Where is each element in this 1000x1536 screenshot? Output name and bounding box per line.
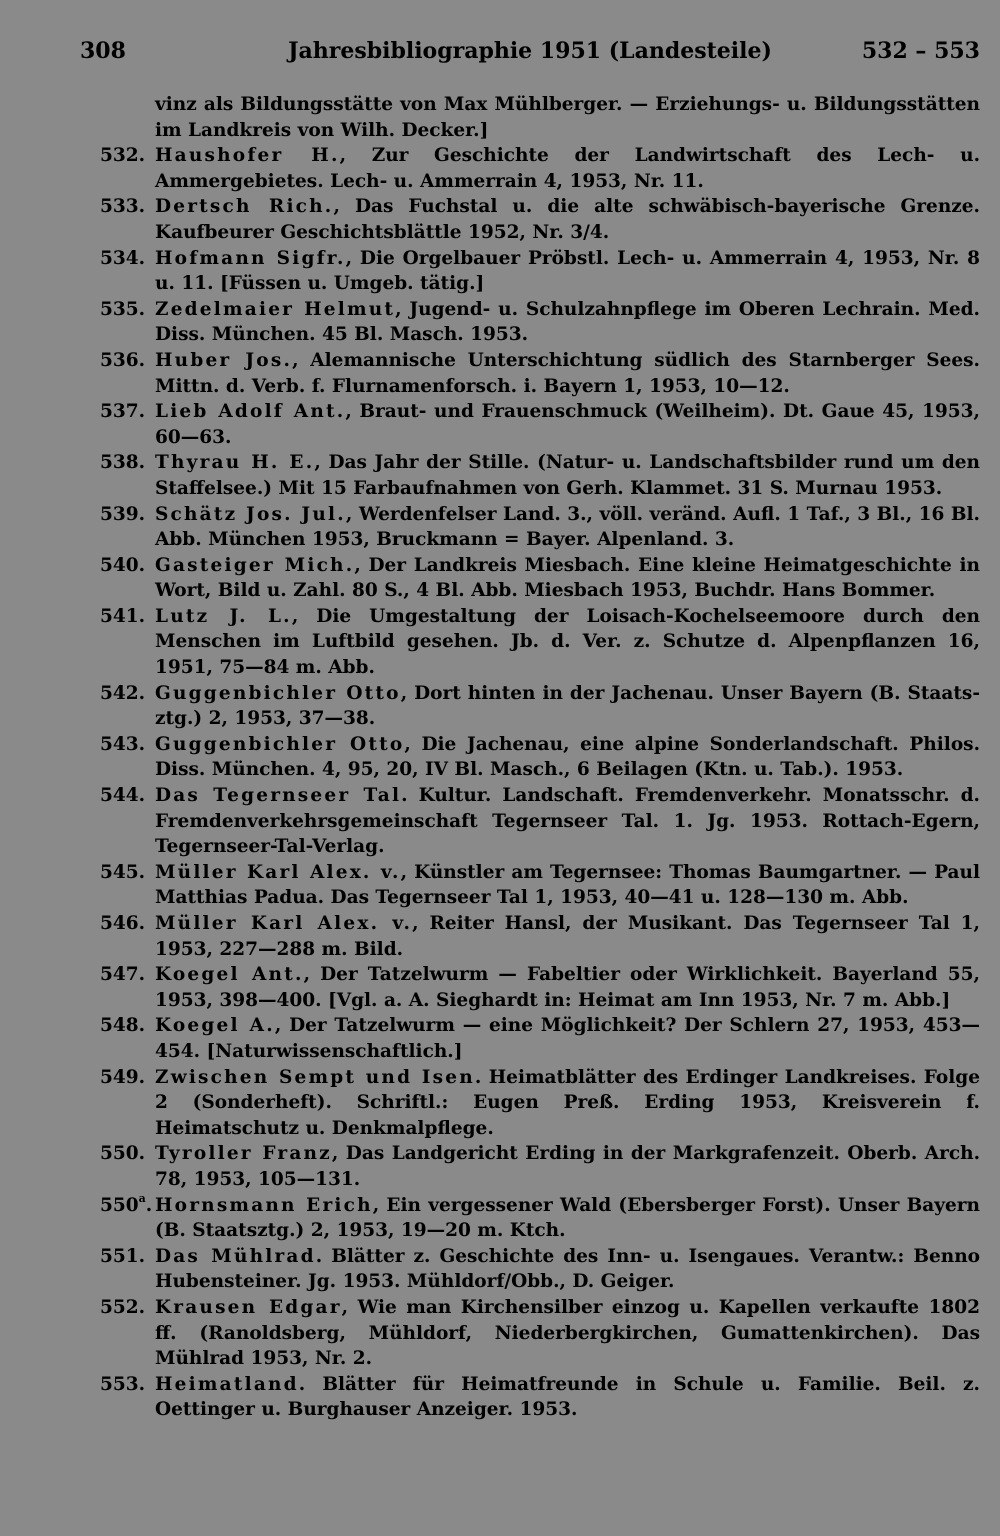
entry-number: 540. <box>100 554 146 576</box>
bibliography-entry <box>100 860 980 911</box>
entry-text: , Die Jachenau, eine alpine Sonderlandschaft. Philos. Diss. München. 4, 95, 20, IV Bl. Masch., 6 Beilagen (Ktn. u. Tab.). 1953. <box>155 733 981 781</box>
entry-number: 550. <box>100 1143 146 1165</box>
entry-author: Das Tegernseer Tal <box>155 785 402 807</box>
entry-number: 534. <box>100 247 146 269</box>
bibliography-entry <box>100 1141 980 1192</box>
entry-author: Hornsmann Erich <box>155 1194 373 1216</box>
entry-author: Das Mühlrad <box>155 1245 316 1267</box>
entry-number: 552. <box>100 1296 146 1318</box>
entry-text: , Das Landgericht Erding in der Markgrafenzeit. Oberb. Arch. 78, 1953, 105—131. <box>155 1143 981 1190</box>
bibliography-entry <box>100 1193 980 1244</box>
page-header <box>80 38 980 70</box>
entry-text: , Reiter Hansl, der Musikant. Das Tegernseer Tal 1, 1953, 227—288 m. Bild. <box>155 913 980 960</box>
entry-text: , Der Landkreis Miesbach. Eine kleine Heimatgeschichte in Wort, Bild u. Zahl. 80 S., 4 Bl. Abb. Miesbach 1953, Buchdr. Hans Bommer. <box>155 554 980 602</box>
entry-author: Müller Karl Alex. v. <box>155 913 413 934</box>
entry-text: , Das Jahr der Stille. (Natur- u. Landschaftsbilder rund um den Staffelsee.) Mit 15 Farbaufnahmen von Gerh. Klammet. 31 S. Murnau 1953. <box>155 452 980 499</box>
entry-text: , Ein vergessener Wald (Ebersberger Forst). Unser Bayern (B. Staatsztg.) 2, 1953, 19—20 m. Ktch. <box>155 1194 980 1242</box>
entry-range: 532 – 553 <box>861 38 980 64</box>
bibliography-entry <box>100 399 980 450</box>
entry-number: 546. <box>100 913 146 934</box>
entry-author: Müller Karl Alex. v. <box>155 861 401 883</box>
bibliography-entry <box>100 297 980 348</box>
entry-author: Lieb Adolf Ant. <box>155 401 346 423</box>
entry-text: . Heimatblätter des Erdinger Landkreises. Folge 2 (Sonderheft). Schriftl.: Eugen Preß. Erding 1953, Kreisverein f. Heimatschutz u. Denkmalpflege. <box>155 1066 980 1139</box>
entry-number: 551. <box>100 1245 146 1267</box>
entry-author: Koegel A. <box>155 1015 275 1037</box>
bibliography-entry <box>100 1244 980 1295</box>
entry-author: Zedelmaier Helmut <box>155 298 396 320</box>
entry-number: 535. <box>100 298 146 320</box>
bibliography-entry <box>100 143 980 194</box>
entry-text: . Blätter für Heimatfreunde in Schule u. Familie. Beil. z. Oettinger u. Burghauser Anzeiger. 1953. <box>155 1373 980 1421</box>
entry-text: , Braut- und Frauenschmuck (Weilheim). Dt. Gaue 45, 1953, 60—63. <box>155 401 980 448</box>
entry-author: Schätz Jos. Jul. <box>155 503 346 525</box>
entry-number: 544. <box>100 785 146 807</box>
bibliography-entry <box>100 732 980 783</box>
entry-number: 553. <box>100 1373 146 1395</box>
entry-author: Guggenbichler Otto <box>155 682 401 704</box>
bibliography-entry <box>100 783 980 860</box>
entry-number: 536. <box>100 349 146 371</box>
entry-number: 545. <box>100 861 146 883</box>
page-number: 308 <box>80 38 126 64</box>
entry-author: Haushofer H. <box>155 145 340 167</box>
entry-text: , Künstler am Tegernsee: Thomas Baumgartner. — Paul Matthias Padua. Das Tegernseer Tal 1, 1953, 40—41 u. 128—130 m. Abb. <box>155 861 980 909</box>
entry-text: , Zur Geschichte der Landwirtschaft des Lech- u. Ammergebietes. Lech- u. Ammerrain 4, 1953, Nr. 11. <box>155 145 981 192</box>
entry-text: , Der Tatzelwurm — Fabeltier oder Wirklichkeit. Bayerland 55, 1953, 398—400. [Vgl. a. A. Sieghardt in: Heimat am Inn 1953, Nr. 7 m. Abb.] <box>155 964 980 1011</box>
entry-number: 542. <box>100 682 146 704</box>
continuation-text: vinz als Bildungsstätte von Max Mühlberger. — Erziehungs- u. Bildungsstätten im Landkreis von Wilh. Decker.] <box>155 94 980 141</box>
bibliography-entry <box>100 553 980 604</box>
entry-number: 541. <box>100 605 146 627</box>
entry-text: , Dort hinten in der Jachenau. Unser Bayern (B. Staats-ztg.) 2, 1953, 37—38. <box>155 682 981 730</box>
entry-number: 547. <box>100 964 146 986</box>
entry-text: , Der Tatzelwurm — eine Möglichkeit? Der Schlern 27, 1953, 453—454. [Naturwissenschaftlich.] <box>155 1015 980 1062</box>
bibliography-entry <box>100 1295 980 1372</box>
entry-list <box>100 92 980 1423</box>
entry-text: , Alemannische Unterschichtung südlich des Starnberger Sees. Mittn. d. Verb. f. Flurnamenforsch. i. Bayern 1, 1953, 10—12. <box>155 349 980 397</box>
entry-author: Dertsch Rich. <box>155 196 334 218</box>
bibliography-entry <box>100 962 980 1013</box>
entry-number: 548. <box>100 1015 146 1037</box>
bibliography-entry <box>100 1013 980 1064</box>
entry-number: 532. <box>100 145 146 167</box>
entry-author: Hofmann Sigfr. <box>155 247 346 269</box>
entry-author: Huber Jos. <box>155 349 293 371</box>
entry-text: , Jugend- u. Schulzahnpflege im Oberen Lechrain. Med. Diss. München. 45 Bl. Masch. 1953. <box>155 298 980 346</box>
entry-author: Lutz J. L. <box>155 605 292 627</box>
bibliography-entry <box>100 246 980 297</box>
entry-number: 550$^a$. <box>100 1191 153 1216</box>
entry-author: Krausen Edgar <box>155 1296 342 1318</box>
bibliography-entry <box>100 681 980 732</box>
entry-text: , Die Umgestaltung der Loisach-Kochelseemoore durch den Menschen im Luftbild gesehen. Jb. d. Ver. z. Schutze d. Alpenpflanzen 16, 1951, 75—84 m. Abb. <box>155 605 980 679</box>
entry-text: , Die Orgelbauer Pröbstl. Lech- u. Ammerrain 4, 1953, Nr. 8 u. 11. [Füssen u. Umgeb. tätig.] <box>155 247 980 295</box>
entry-text: , Wie man Kirchensilber einzog u. Kapellen verkaufte 1802 ff. (Ranoldsberg, Mühldorf, Niederbergkirchen, Gumattenkirchen). Das Mühlrad 1953, Nr. 2. <box>155 1296 980 1370</box>
entry-number: 533. <box>100 196 146 218</box>
bibliography-entry <box>100 1065 980 1142</box>
entry-author: Heimatland <box>155 1373 299 1395</box>
bibliography-entry <box>100 1372 980 1423</box>
entry-author: Tyroller Franz <box>155 1143 332 1165</box>
bibliography-entry <box>100 450 980 501</box>
entry-number: 539. <box>100 503 146 525</box>
entry-text: . Kultur. Landschaft. Fremdenverkehr. Monatsschr. d. Fremdenverkehrsgemeinschaft Tegernseer Tal. 1. Jg. 1953. Rottach-Egern, Tegernseer-Tal-Verlag. <box>155 785 980 858</box>
bibliography-entry <box>100 911 980 962</box>
entry-author: Koegel Ant. <box>155 964 304 986</box>
running-title: Jahresbibliographie 1951 (Landesteile) <box>288 38 772 64</box>
entry-author: Gasteiger Mich. <box>155 554 355 576</box>
entry-author: Guggenbichler Otto <box>155 733 405 755</box>
entry-number: 543. <box>100 733 146 755</box>
entry-text: . Blätter z. Geschichte des Inn- u. Isengaues. Verantw.: Benno Hubensteiner. Jg. 1953. Mühldorf/Obb., D. Geiger. <box>155 1245 980 1293</box>
entry-text: , Das Fuchstal u. die alte schwäbisch-bayerische Grenze. Kaufbeurer Geschichtsblättle 1952, Nr. 3/4. <box>155 196 980 243</box>
entry-number: 537. <box>100 401 146 423</box>
entry-author: Zwischen Sempt und Isen <box>155 1066 475 1088</box>
entry-author: Thyrau H. E. <box>155 452 315 474</box>
bibliography-entry <box>100 604 980 681</box>
bibliography-entry <box>100 194 980 245</box>
entry-text: , Werdenfelser Land. 3., völl. veränd. Aufl. 1 Taf., 3 Bl., 16 Bl. Abb. München 1953, Bruckmann = Bayer. Alpenland. 3. <box>155 503 980 551</box>
entry-number: 538. <box>100 452 146 474</box>
entry-number: 549. <box>100 1066 146 1088</box>
bibliography-entry <box>100 502 980 553</box>
bibliography-entry <box>100 348 980 399</box>
